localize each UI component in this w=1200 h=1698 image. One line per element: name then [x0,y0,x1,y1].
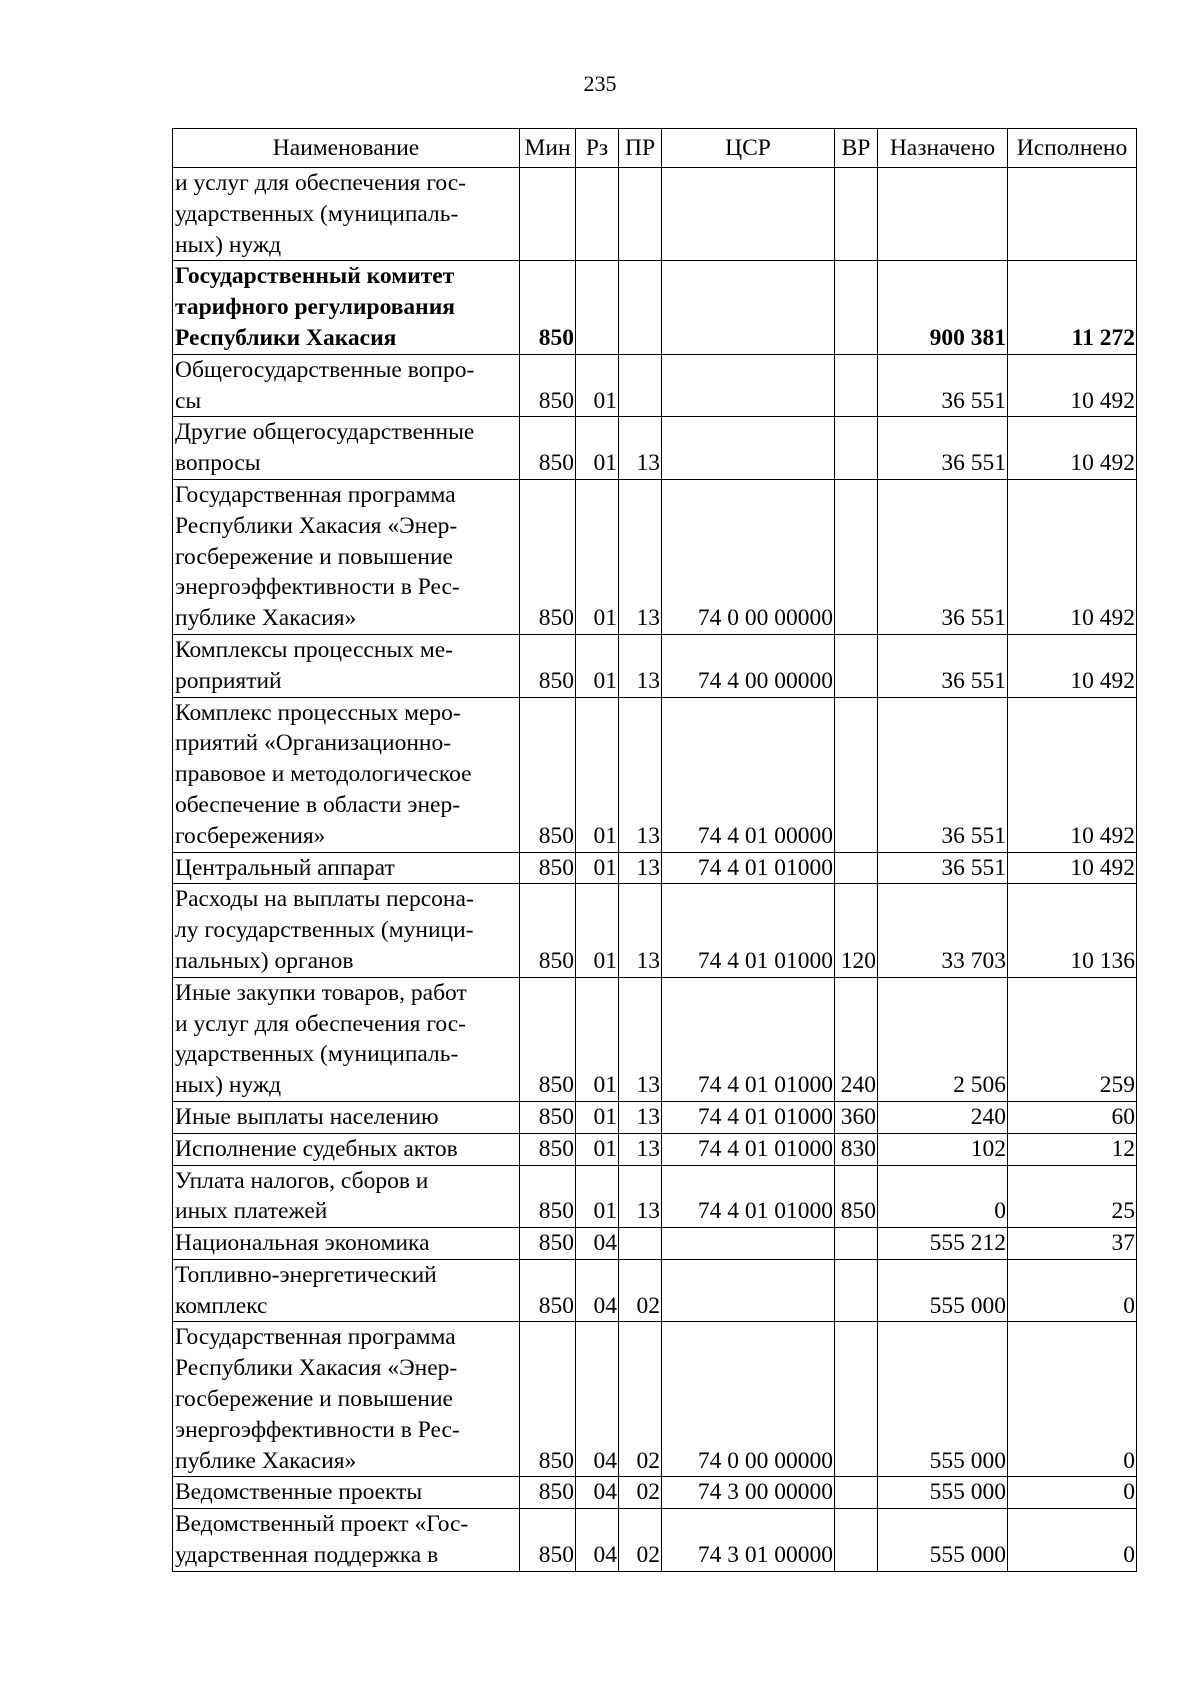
table-row [173,261,1137,354]
cell-name-line: роприятий [175,667,282,694]
cell-rz: 01 [576,417,619,480]
cell-csr: 74 4 01 01000 [662,977,835,1101]
cell-name-line: госбережение и повышение [175,543,453,570]
cell-name [173,1259,520,1322]
cell-name [173,697,520,852]
cell-name [173,977,520,1101]
cell-pr [619,261,662,354]
cell-name [173,354,520,417]
cell-csr: 74 4 01 01000 [662,1133,835,1165]
cell-name-line: Другие общегосударственные [175,419,475,446]
cell-vr [835,479,878,634]
cell-done: 60 [1008,1101,1137,1133]
cell-done: 10 492 [1008,634,1137,697]
cell-name-line: Ведомственный проект «Гос- [175,1511,469,1538]
cell-vr [835,1228,878,1260]
cell-rz: 01 [576,479,619,634]
cell-vr [835,417,878,480]
cell-name-line: ударственная поддержка в [175,1542,439,1569]
cell-rz: 01 [576,1133,619,1165]
cell-name-line: Иные выплаты населению [175,1103,439,1130]
table-row [173,977,1137,1101]
cell-pr [619,1228,662,1260]
cell-vr [835,1259,878,1322]
table-row [173,417,1137,480]
cell-name-line: Топливно-энергетический [175,1261,437,1288]
cell-min: 850 [520,852,576,884]
cell-name-line: Государственная программа [175,1324,456,1351]
cell-rz: 04 [576,1228,619,1260]
cell-assigned: 555 212 [878,1228,1008,1260]
cell-done [1008,168,1137,261]
cell-name-line: Уплата налогов, сборов и [175,1167,429,1194]
cell-rz: 04 [576,1477,619,1509]
cell-pr: 13 [619,1133,662,1165]
cell-vr: 830 [835,1133,878,1165]
cell-name-line: тарифного регулирования [175,294,455,321]
cell-assigned: 36 551 [878,354,1008,417]
cell-done: 0 [1008,1509,1137,1572]
cell-min: 850 [520,354,576,417]
table-row [173,884,1137,977]
cell-rz [576,168,619,261]
cell-vr [835,1322,878,1477]
cell-name-line: иных платежей [175,1198,328,1225]
cell-name-line: ударственных (муниципаль- [175,1041,459,1068]
cell-rz: 01 [576,884,619,977]
table-row [173,479,1137,634]
cell-done: 10 492 [1008,697,1137,852]
cell-name [173,634,520,697]
cell-name [173,168,520,261]
cell-pr: 02 [619,1509,662,1572]
header-done: Исполнено [1008,129,1137,168]
cell-name [173,884,520,977]
cell-name-line: Государственный комитет [175,263,455,290]
cell-min: 850 [520,1133,576,1165]
header-csr: ЦСР [662,129,835,168]
cell-rz: 01 [576,1101,619,1133]
cell-name [173,261,520,354]
cell-name-line: Национальная экономика [175,1230,430,1257]
cell-min: 850 [520,1322,576,1477]
cell-name-line: комплекс [175,1292,268,1319]
cell-vr [835,697,878,852]
cell-vr [835,634,878,697]
cell-csr: 74 4 00 00000 [662,634,835,697]
cell-done: 0 [1008,1322,1137,1477]
header-name: Наименование [173,129,520,168]
table-row [173,1101,1137,1133]
cell-rz: 04 [576,1259,619,1322]
cell-name-line: вопросы [175,450,261,477]
header-vr: ВР [835,129,878,168]
cell-name-line: ных) нужд [175,231,282,258]
cell-vr [835,852,878,884]
cell-done: 0 [1008,1259,1137,1322]
cell-name-line: сы [175,387,202,414]
cell-name-line: Республики Хакасия «Энер- [175,1355,458,1382]
cell-name [173,1477,520,1509]
table-body [173,168,1137,1572]
table-row [173,1322,1137,1477]
cell-name-line: пальных) органов [175,947,354,974]
budget-table [172,128,1137,1572]
cell-name-line: Общегосударственные вопро- [175,356,475,383]
cell-assigned: 36 551 [878,697,1008,852]
cell-name-line: Центральный аппарат [175,854,395,881]
cell-name-line: и услуг для обеспечения гос- [175,170,466,196]
cell-name-line: энергоэффективности в Рес- [175,574,460,601]
cell-vr [835,261,878,354]
cell-min: 850 [520,261,576,354]
cell-assigned: 555 000 [878,1477,1008,1509]
table-row [173,168,1137,261]
cell-name-line: Исполнение судебных актов [175,1135,458,1162]
cell-pr: 02 [619,1477,662,1509]
cell-done: 10 492 [1008,852,1137,884]
cell-name-line: и услуг для обеспечения гос- [175,1010,466,1037]
cell-done: 10 136 [1008,884,1137,977]
cell-name [173,1101,520,1133]
header-min: Мин [520,129,576,168]
cell-assigned: 33 703 [878,884,1008,977]
table-header [173,129,1137,168]
cell-csr [662,261,835,354]
cell-csr: 74 4 01 01000 [662,884,835,977]
cell-min: 850 [520,1509,576,1572]
page-number: 235 [583,71,617,96]
cell-min [520,168,576,261]
cell-pr: 13 [619,1165,662,1228]
table-row [173,1477,1137,1509]
cell-csr [662,168,835,261]
cell-name-line: госбережение и повышение [175,1386,453,1413]
cell-done: 11 272 [1008,261,1137,354]
cell-csr: 74 4 01 01000 [662,1165,835,1228]
cell-assigned: 555 000 [878,1259,1008,1322]
cell-name-line: энергоэффективности в Рес- [175,1416,460,1443]
cell-pr: 13 [619,977,662,1101]
table-row [173,1228,1137,1260]
cell-assigned: 36 551 [878,417,1008,480]
cell-name-line: Республики Хакасия [175,324,397,351]
cell-name [173,1509,520,1572]
table-row [173,1133,1137,1165]
cell-rz: 01 [576,1165,619,1228]
cell-csr: 74 0 00 00000 [662,479,835,634]
table-row [173,1509,1137,1572]
cell-vr: 120 [835,884,878,977]
cell-assigned: 36 551 [878,852,1008,884]
cell-name-line: обеспечение в области энер- [175,791,461,818]
cell-rz: 01 [576,634,619,697]
cell-csr: 74 4 01 01000 [662,1101,835,1133]
cell-vr [835,1509,878,1572]
cell-pr: 13 [619,852,662,884]
cell-pr: 13 [619,634,662,697]
cell-min: 850 [520,1165,576,1228]
cell-assigned: 36 551 [878,634,1008,697]
cell-min: 850 [520,884,576,977]
cell-name-line: приятий «Организационно- [175,730,452,757]
cell-assigned: 555 000 [878,1322,1008,1477]
cell-name-line: ных) нужд [175,1072,282,1099]
table-row [173,852,1137,884]
cell-name-line: ударственных (муниципаль- [175,200,459,227]
cell-done: 37 [1008,1228,1137,1260]
cell-name-line: Республики Хакасия «Энер- [175,512,458,539]
cell-min: 850 [520,1477,576,1509]
cell-pr: 02 [619,1259,662,1322]
cell-done: 10 492 [1008,417,1137,480]
cell-assigned: 555 000 [878,1509,1008,1572]
cell-name [173,1228,520,1260]
cell-pr: 13 [619,479,662,634]
cell-name-line: Ведомственные проекты [175,1479,423,1506]
cell-assigned: 2 506 [878,977,1008,1101]
cell-csr: 74 3 01 00000 [662,1509,835,1572]
cell-name [173,852,520,884]
cell-rz [576,261,619,354]
cell-min: 850 [520,977,576,1101]
table-row [173,634,1137,697]
cell-name-line: Комплексы процессных ме- [175,636,453,663]
cell-rz: 04 [576,1322,619,1477]
cell-csr: 74 4 01 01000 [662,852,835,884]
table-row [173,1259,1137,1322]
cell-vr: 360 [835,1101,878,1133]
cell-vr [835,168,878,261]
cell-min: 850 [520,1228,576,1260]
table-row [173,354,1137,417]
cell-csr [662,417,835,480]
table-row [173,697,1137,852]
header-row [173,129,1137,168]
cell-min: 850 [520,479,576,634]
cell-min: 850 [520,697,576,852]
cell-name-line: госбережения» [175,822,326,849]
cell-done: 10 492 [1008,354,1137,417]
cell-name-line: Расходы на выплаты персона- [175,886,474,913]
cell-assigned: 36 551 [878,479,1008,634]
cell-name-line: правовое и методологическое [175,761,472,788]
cell-assigned: 102 [878,1133,1008,1165]
cell-vr: 240 [835,977,878,1101]
header-rz: Рз [576,129,619,168]
cell-done: 12 [1008,1133,1137,1165]
cell-pr: 13 [619,884,662,977]
cell-assigned: 0 [878,1165,1008,1228]
cell-done: 0 [1008,1477,1137,1509]
cell-min: 850 [520,417,576,480]
cell-csr: 74 3 00 00000 [662,1477,835,1509]
cell-rz: 04 [576,1509,619,1572]
cell-vr [835,1477,878,1509]
cell-name-line: Иные закупки товаров, работ [175,979,467,1006]
cell-pr [619,168,662,261]
cell-done: 10 492 [1008,479,1137,634]
cell-name [173,479,520,634]
cell-name-line: Государственная программа [175,481,456,508]
cell-pr: 13 [619,417,662,480]
cell-pr [619,354,662,417]
cell-pr: 13 [619,1101,662,1133]
cell-rz: 01 [576,977,619,1101]
cell-name [173,1322,520,1477]
cell-rz: 01 [576,852,619,884]
cell-name [173,417,520,480]
cell-name [173,1133,520,1165]
cell-done: 259 [1008,977,1137,1101]
cell-pr: 02 [619,1322,662,1477]
table-row [173,1165,1137,1228]
header-pr: ПР [619,129,662,168]
cell-csr [662,354,835,417]
header-assigned: Назначено [878,129,1008,168]
cell-name [173,1165,520,1228]
cell-rz: 01 [576,354,619,417]
cell-assigned: 900 381 [878,261,1008,354]
cell-csr: 74 4 01 00000 [662,697,835,852]
cell-name-line: публике Хакасия» [175,605,357,632]
cell-done: 25 [1008,1165,1137,1228]
cell-min: 850 [520,1101,576,1133]
cell-pr: 13 [619,697,662,852]
cell-csr [662,1259,835,1322]
cell-name-line: Комплекс процессных меро- [175,699,461,726]
cell-assigned [878,168,1008,261]
cell-vr: 850 [835,1165,878,1228]
cell-csr [662,1228,835,1260]
cell-assigned: 240 [878,1101,1008,1133]
cell-csr: 74 0 00 00000 [662,1322,835,1477]
cell-name-line: публике Хакасия» [175,1447,357,1474]
cell-min: 850 [520,1259,576,1322]
cell-rz: 01 [576,697,619,852]
cell-name-line: лу государственных (муници- [175,917,474,944]
cell-vr [835,354,878,417]
cell-min: 850 [520,634,576,697]
